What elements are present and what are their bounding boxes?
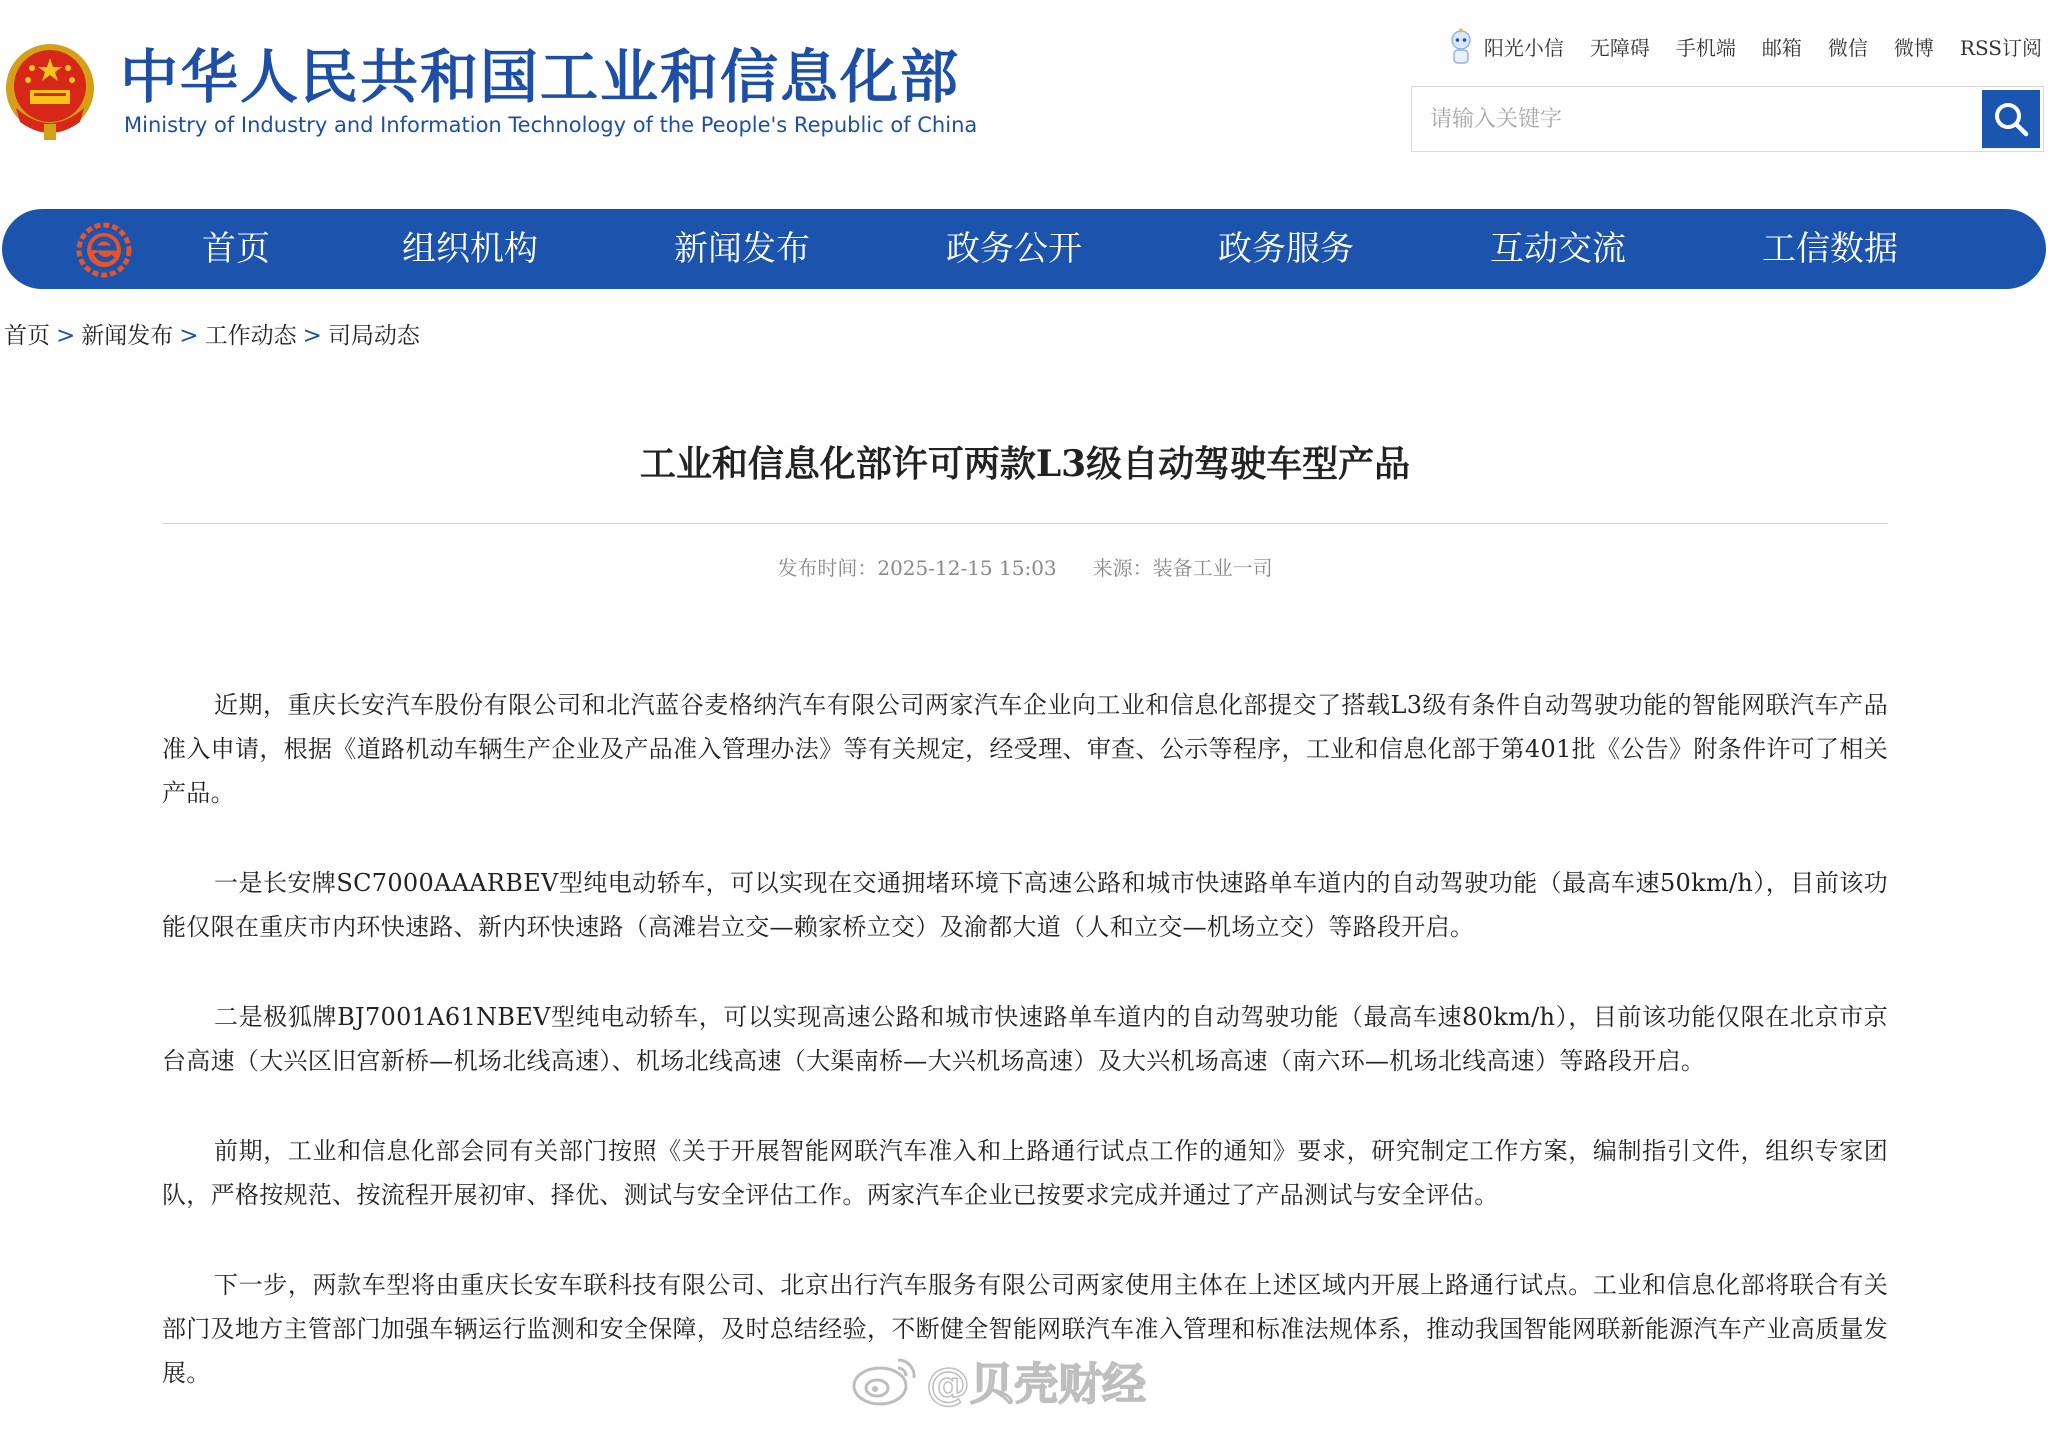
nav-item-news[interactable]: 新闻发布	[674, 229, 810, 269]
article-paragraph: 一是长安牌SC7000AAARBEV型纯电动轿车，可以实现在交通拥堵环境下高速公路和城市快速路单车道内的自动驾驶功能（最高车速50km/h），目前该功能仅限在重庆市内环快速路、新内环快速路（高滩岩立交—赖家桥立交）及渝都大道（人和立交—机场立交）等路段开启。	[162, 869, 1888, 941]
article-meta	[162, 553, 1888, 583]
breadcrumb-separator: >	[56, 323, 76, 349]
title-divider	[162, 523, 1888, 524]
publish-label: 发布时间：	[777, 556, 878, 580]
article-paragraph: 二是极狐牌BJ7001A61NBEV型纯电动轿车，可以实现高速公路和城市快速路单车道内的自动驾驶功能（最高车速80km/h），目前该功能仅限在北京市京台高速（大兴区旧宫新桥—机场北线高速）、机场北线高速（大渠南桥—大兴机场高速）及大兴机场高速（南六环—机场北线高速）等路段开启。	[162, 1003, 1888, 1075]
nav-item-interaction[interactable]: 互动交流	[1490, 229, 1626, 269]
breadcrumb-separator: >	[179, 323, 199, 349]
top-link-accessibility[interactable]: 无障碍	[1589, 36, 1650, 60]
publish-time: 2025-12-15 15:03	[877, 556, 1057, 580]
search-button[interactable]	[1982, 90, 2040, 148]
breadcrumb-separator: >	[302, 323, 322, 349]
robot-assistant-icon[interactable]	[1446, 28, 1476, 68]
top-links	[1446, 28, 2042, 68]
site-title: 中华人民共和国工业和信息化部	[120, 43, 961, 111]
source-label: 来源：	[1092, 556, 1153, 580]
search-box	[1411, 86, 2044, 152]
nav-item-government-affairs[interactable]: 政务公开	[946, 229, 1082, 269]
article-paragraph: 下一步，两款车型将由重庆长安车联科技有限公司、北京出行汽车服务有限公司两家使用主体在上述区域内开展上路通行试点。工业和信息化部将联合有关部门及地方主管部门加强车辆运行监测和安全保障，及时总结经验，不断健全智能网联汽车准入管理和标准法规体系，推动我国智能网联新能源汽车产业高质量发展。	[162, 1271, 1888, 1387]
breadcrumb-home[interactable]: 首页	[4, 323, 50, 349]
top-link-sunshine-xiaoxin[interactable]: 阳光小信	[1483, 36, 1564, 60]
breadcrumb-department-updates[interactable]: 司局动态	[327, 323, 420, 349]
top-link-wechat[interactable]: 微信	[1827, 36, 1868, 60]
main-nav	[2, 209, 2046, 289]
article-title: 工业和信息化部许可两款L3级自动驾驶车型产品	[639, 443, 1411, 485]
search-input[interactable]	[1412, 87, 1972, 151]
site-subtitle: Ministry of Industry and Information Technology of the People's Republic of China	[124, 113, 978, 137]
miit-logo-icon	[76, 222, 132, 278]
article-paragraph: 前期，工业和信息化部会同有关部门按照《关于开展智能网联汽车准入和上路通行试点工作的通知》要求，研究制定工作方案，编制指引文件，组织专家团队，严格按规范、按流程开展初审、择优、测试与安全评估工作。两家汽车企业已按要求完成并通过了产品测试与安全评估。	[162, 1137, 1888, 1209]
breadcrumb-work-updates[interactable]: 工作动态	[204, 323, 297, 349]
source-value: 装备工业一司	[1152, 556, 1273, 580]
nav-item-home[interactable]: 首页	[202, 229, 270, 269]
weibo-icon	[850, 1352, 920, 1408]
watermark-text: @贝壳财经	[926, 1359, 1146, 1410]
nav-item-government-services[interactable]: 政务服务	[1218, 229, 1354, 269]
breadcrumb	[4, 321, 420, 351]
top-link-mobile[interactable]: 手机端	[1675, 36, 1736, 60]
top-link-mailbox[interactable]: 邮箱	[1761, 36, 1802, 60]
breadcrumb-news[interactable]: 新闻发布	[81, 323, 174, 349]
nav-item-organization[interactable]: 组织机构	[402, 229, 538, 269]
article-body	[162, 683, 1888, 1441]
top-link-weibo[interactable]: 微博	[1893, 36, 1934, 60]
weibo-watermark	[850, 1350, 1146, 1410]
article-paragraph: 近期，重庆长安汽车股份有限公司和北汽蓝谷麦格纳汽车有限公司两家汽车企业向工业和信息化部提交了搭载L3级有条件自动驾驶功能的智能网联汽车产品准入申请，根据《道路机动车辆生产企业及产品准入管理办法》等有关规定，经受理、审查、公示等程序，工业和信息化部于第401批《公告》附条件许可了相关产品。	[162, 691, 1888, 807]
top-link-rss[interactable]: RSS订阅	[1959, 36, 2042, 60]
national-emblem-icon	[2, 38, 98, 144]
search-icon	[1992, 100, 2030, 138]
nav-item-data[interactable]: 工信数据	[1762, 229, 1898, 269]
